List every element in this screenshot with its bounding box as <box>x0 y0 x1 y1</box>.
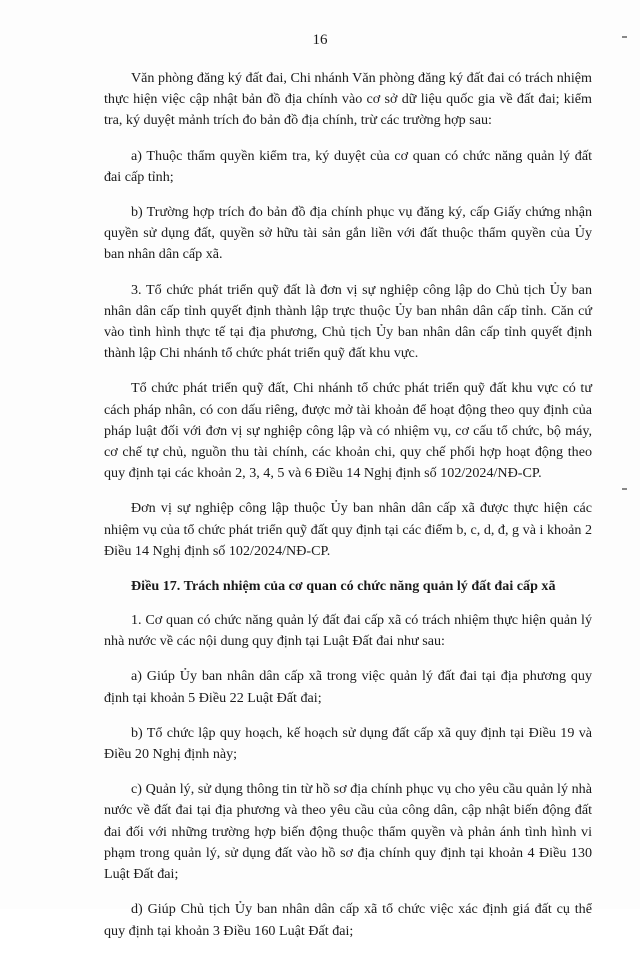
paragraph: Tổ chức phát triển quỹ đất, Chi nhánh tổ chức phát triển quỹ đất khu vực có tư cách pháp nhân, có con dấu riêng, được mở tài khoản để hoạt động theo quy định của pháp luật đối với đơn vị sự nghiệp công lập và có nhiệm vụ, cơ cấu tổ chức, bộ máy, cơ chế tự chủ, nguồn thu tài chính, các khoản chi, quy chế phối hợp hoạt động theo quy định tại các khoản 2, 3, 4, 5 và 6 Điều 14 Nghị định số 102/2024/NĐ-CP. <box>104 380 592 482</box>
paragraph: Đơn vị sự nghiệp công lập thuộc Ủy ban nhân dân cấp xã được thực hiện các nhiệm vụ của tổ chức phát triển quỹ đất quy định tại các điểm b, c, d, đ, g và i khoản 2 Điều 14 Nghị định số 102/2024/NĐ-CP. <box>104 500 592 559</box>
edge-mark <box>622 488 627 490</box>
paragraph: d) Giúp Chủ tịch Ủy ban nhân dân cấp xã tổ chức việc xác định giá đất cụ thể quy định tại khoản 3 Điều 160 Luật Đất đai; <box>104 901 592 939</box>
paragraph: Văn phòng đăng ký đất đai, Chi nhánh Văn phòng đăng ký đất đai có trách nhiệm thực hiện việc cập nhật bản đồ địa chính vào cơ sở dữ liệu quốc gia về đất đai; kiểm tra, ký duyệt mảnh trích đo bản đồ địa chính, trừ các trường hợp sau: <box>104 70 592 129</box>
edge-mark <box>622 36 627 38</box>
paragraph: b) Trường hợp trích đo bản đồ địa chính phục vụ đăng ký, cấp Giấy chứng nhận quyền sử dụng đất, quyền sở hữu tài sản gắn liền với đất thuộc thẩm quyền của Ủy ban nhân dân cấp xã. <box>104 204 592 263</box>
paragraph: 1. Cơ quan có chức năng quản lý đất đai cấp xã có trách nhiệm thực hiện quản lý nhà nước về các nội dung quy định tại Luật Đất đai như sau: <box>104 612 592 650</box>
page-number: 16 <box>312 32 328 48</box>
paragraph: b) Tổ chức lập quy hoạch, kế hoạch sử dụng đất cấp xã quy định tại Điều 19 và Điều 20 Nghị định này; <box>104 724 592 763</box>
paragraph: c) Quản lý, sử dụng thông tin từ hồ sơ địa chính phục vụ cho yêu cầu quản lý nhà nước về đất đai tại địa phương và theo yêu cầu của công dân, cập nhật biến động đất đai đối với những trường hợp biến động thuộc thẩm quyền và phản ánh tình hình vi phạm trong quản lý, sử dụng đất vào hồ sơ địa chính quy định tại khoản 4 Điều 130 Luật Đất đai; <box>104 781 592 883</box>
paragraph: a) Giúp Ủy ban nhân dân cấp xã trong việc quản lý đất đai tại địa phương quy định tại khoản 5 Điều 22 Luật Đất đai; <box>104 668 592 706</box>
paragraph: 3. Tổ chức phát triển quỹ đất là đơn vị sự nghiệp công lập do Chủ tịch Ủy ban nhân dân cấp tỉnh quyết định thành lập trực thuộc Ủy ban nhân dân cấp tỉnh. Căn cứ vào tình hình thực tế tại địa phương, Chủ tịch Ủy ban nhân dân cấp tỉnh quyết định thành lập Chi nhánh tổ chức phát triển quỹ đất khu vực. <box>104 281 592 362</box>
document-body <box>104 68 592 956</box>
paragraph: a) Thuộc thẩm quyền kiểm tra, ký duyệt của cơ quan có chức năng quản lý đất đai cấp tỉnh; <box>104 147 592 185</box>
article-heading: Điều 17. Trách nhiệm của cơ quan có chức năng quản lý đất đai cấp xã <box>131 578 556 595</box>
